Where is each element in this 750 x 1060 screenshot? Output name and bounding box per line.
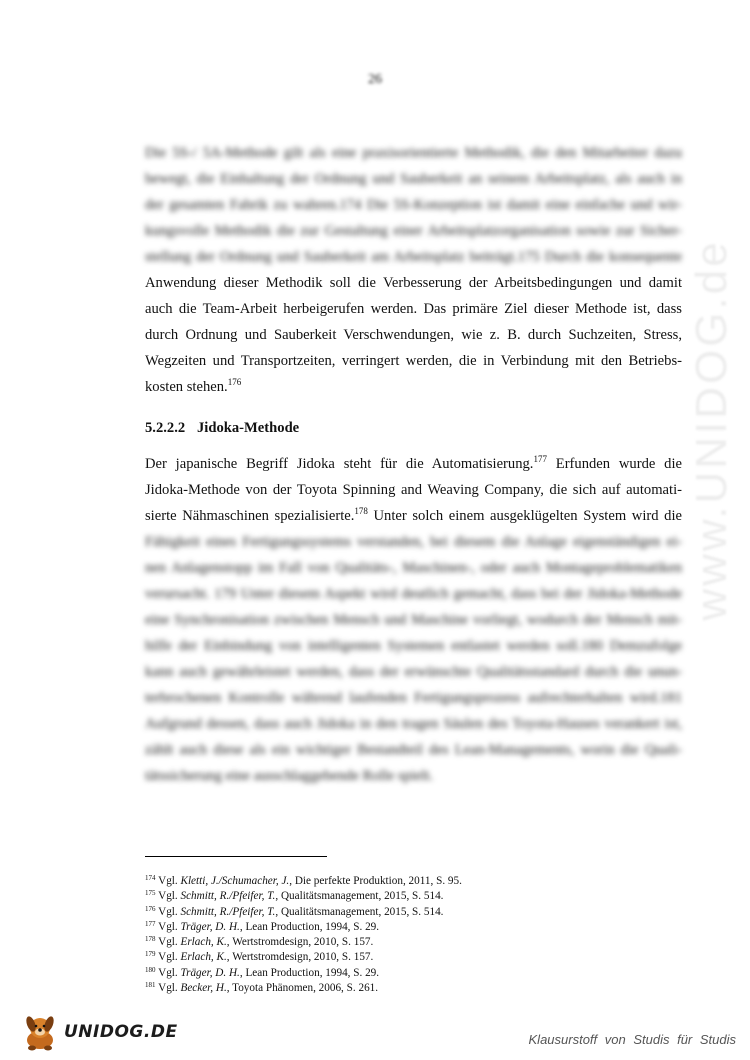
footnote (145, 905, 685, 920)
footnote-text: , Die perfekte Produktion, 2011, S. 95. (289, 875, 462, 887)
text-fragment: Erfunden wurde die (546, 456, 682, 472)
logo-text: UNIDOG.DE (64, 1022, 178, 1042)
footnote-text: , Lean Production, 1994, S. 29. (239, 966, 380, 979)
blurred-line: stellung der Ordnung und Sauberkeit am Arbeitsplatz beiträgt.175 Durch die konsequente (145, 249, 682, 265)
footnote-prefix: Vgl. (158, 920, 181, 933)
footnote-text: , Toyota Phänomen, 2006, S. 261. (226, 982, 379, 995)
footnote-ref: 178 (354, 506, 368, 516)
footnote-text: , Lean Production, 1994, S. 29. (239, 920, 380, 933)
blurred-line: bewegt, die Einhaltung der Ordnung und Sauberkeit an seinem Arbeitsplatz, als auch in (145, 171, 682, 187)
blurred-line: der gesamten Fabrik zu wahren.174 Die 5S-Konzeption ist damit eine einfache und wir- (145, 197, 682, 213)
text-line (145, 374, 682, 400)
footnote-author: Schmitt, R./Pfeifer, T. (180, 905, 276, 918)
blurred-line: Aufgrund dessen, dass auch Jidoka in den tragen Säulen des Toyota-Hauses verankert ist, (145, 716, 682, 732)
footnote-number: 178 (145, 935, 156, 944)
footnote-author: Erlach, K. (180, 936, 227, 949)
section-number: 5.2.2.2 (145, 420, 186, 436)
footnote-number: 177 (145, 919, 156, 928)
footnote (145, 966, 685, 981)
footnote (145, 981, 685, 996)
text-fragment: Unter solch einem ausgeklügelten System wird die (367, 508, 682, 524)
footnote-prefix: Vgl. (158, 875, 181, 887)
text-line (145, 503, 682, 529)
text-line: Wegzeiten und Transportzeiten, verringert werden, die in Verbindung mit den Betriebs- (145, 353, 682, 369)
footnote-number: 176 (145, 904, 156, 913)
footnote-prefix: Vgl. (158, 951, 181, 964)
paragraph-5s-method (145, 140, 682, 400)
footnotes (145, 874, 685, 996)
blurred-line: kann auch gewährleistet werden, dass der erwünschte Qualitätsstandard durch die unun- (145, 664, 682, 680)
blurred-line: verursacht. 179 Unter diesem Aspekt wird deutlich gemacht, dass bei der Jidoka-Methode (145, 586, 682, 602)
blurred-line: eine Synchronisation zwischen Mensch und Maschine vorliegt, wodurch der Mensch mit- (145, 612, 682, 628)
text-line: Jidoka-Methode von der Toyota Spinning and Weaving Company, die sich auf automati- (145, 482, 682, 498)
footnote-separator (145, 856, 327, 857)
blurred-line: Die 5S-/ 5A-Methode gilt als eine praxisorientierte Methodik, die den Mitarbeiter dazu (145, 145, 682, 161)
footnote-prefix: Vgl. (158, 890, 181, 903)
footnote-number: 180 (145, 965, 156, 974)
footnote (145, 874, 685, 889)
footnote-number: 175 (145, 889, 156, 898)
paragraph-jidoka (145, 451, 682, 789)
section-title: Jidoka-Methode (197, 420, 300, 436)
footnote-prefix: Vgl. (158, 936, 181, 949)
footnote-text: , Qualitätsmanagement, 2015, S. 514. (275, 890, 444, 903)
footnote (145, 920, 685, 935)
page-number: 26 (368, 72, 382, 87)
footnote-author: Erlach, K. (180, 951, 227, 964)
footnote-ref: 176 (227, 377, 242, 387)
footnote-prefix: Vgl. (158, 982, 181, 995)
footnote-number: 179 (145, 950, 156, 959)
footnote-author: Träger, D. H. (180, 966, 240, 979)
blurred-line: Fähigkeit eines Fertigungssystems verstanden, bei diesem die Anlage eigenständigen ei- (145, 534, 682, 550)
text-line (145, 451, 682, 477)
tagline: Klausurstoff von Studis für Studis (528, 1032, 736, 1047)
text-fragment: sierte Nähmaschinen spezialisierte. (145, 508, 355, 524)
blurred-line: zählt auch diese als ein wichtiger Bestandteil des Lean-Managements, worin die Quali- (145, 742, 682, 758)
blurred-line: nen Anlagenstopp im Fall von Qualitäts-, Maschinen-, oder auch Montageproblematiken (145, 560, 682, 576)
footnote-author: Becker, H. (180, 982, 227, 995)
blurred-line: tätssicherung eine ausschlaggebende Rolle spielt. (145, 768, 434, 784)
text-fragment: Der japanische Begriff Jidoka steht für die Automatisierung. (145, 456, 534, 472)
blurred-line: hilfe der Einbindung von intelligenten Systemen entlastet werden soll.180 Demzufolge (145, 638, 682, 654)
footnote-text: , Qualitätsmanagement, 2015, S. 514. (275, 905, 444, 918)
unidog-logo (18, 1012, 178, 1052)
footnote-text: , Wertstromdesign, 2010, S. 157. (226, 936, 374, 949)
footnote-author: Kletti, J./Schumacher, J. (180, 875, 290, 887)
dog-mascot-icon (18, 1012, 62, 1052)
footnote (145, 889, 685, 904)
footnote-ref: 177 (533, 454, 547, 464)
footnote-number: 174 (145, 874, 156, 882)
section-heading (145, 420, 299, 437)
text-line: auch die Team-Arbeit herbeigerufen werden. Das primäre Ziel dieser Methode ist, dass (145, 301, 682, 317)
text-fragment: kosten stehen. (145, 379, 228, 395)
footnote-prefix: Vgl. (158, 905, 181, 918)
footnote-number: 181 (145, 981, 156, 990)
text-line: Anwendung dieser Methodik soll die Verbesserung der Arbeitsbedingungen und damit (145, 275, 682, 291)
footnote (145, 950, 685, 965)
footnote-prefix: Vgl. (158, 966, 181, 979)
watermark: www.UNIDOG.de (687, 239, 736, 621)
text-line: durch Ordnung und Sauberkeit Verschwendungen, wie z. B. durch Suchzeiten, Stress, (145, 327, 682, 343)
footnote-text: , Wertstromdesign, 2010, S. 157. (226, 951, 374, 964)
blurred-line: kungsvolle Methodik die zur Gestaltung einer Arbeitsplatzorganisation sowie zur Sicher- (145, 223, 682, 239)
footnote (145, 935, 685, 950)
blurred-line: terbrochenen Kontrolle während laufenden Fertigungsprozess aufrechterhalten wird.181 (145, 690, 682, 706)
footnote-author: Schmitt, R./Pfeifer, T. (180, 890, 276, 903)
footnote-author: Träger, D. H. (180, 920, 240, 933)
